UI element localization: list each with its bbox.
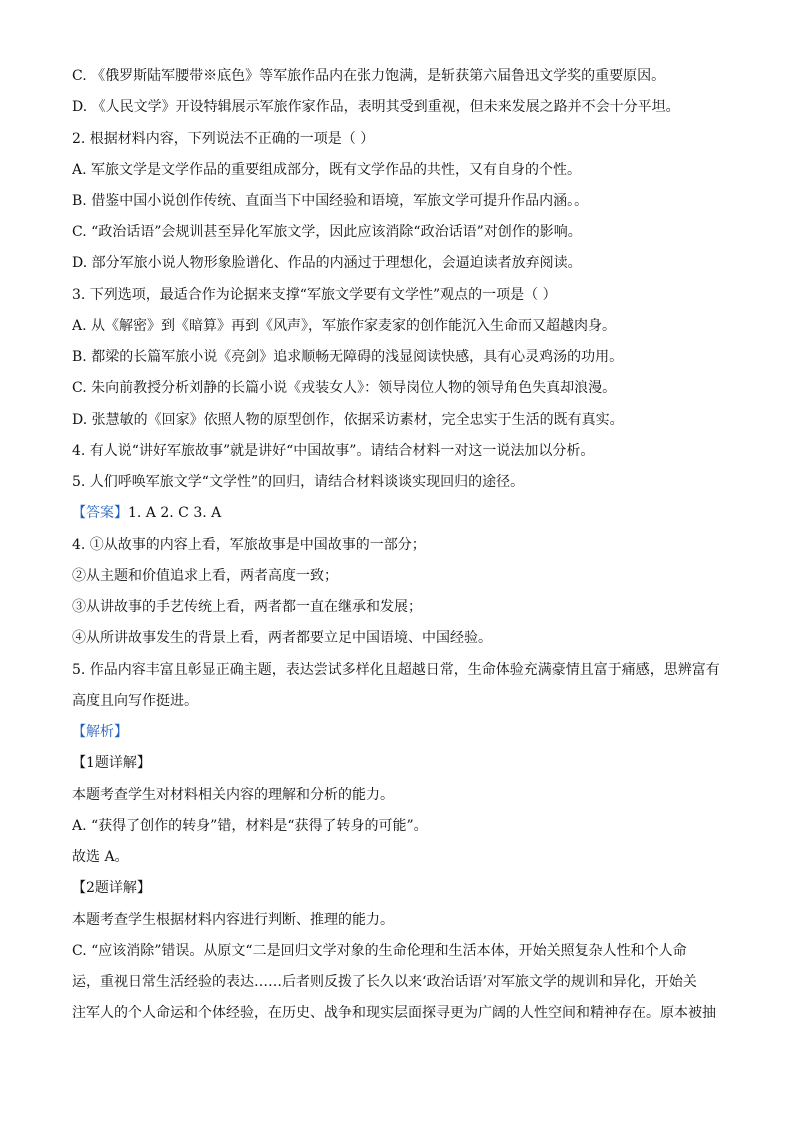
answer-4-line-3: ③从讲故事的手艺传统上看，两者都一直在继承和发展； bbox=[72, 599, 422, 615]
q1-detail-line-2: A. “获得了创作的转身”错，材料是“获得了转身的可能”。 bbox=[72, 818, 428, 834]
q2-detail-heading: 【2题详解】 bbox=[72, 880, 151, 896]
option-a-q3-line: A. 从《解密》到《暗算》再到《风声》，军旅作家麦家的创作能沉入生命而又超越肉身。 bbox=[72, 318, 617, 334]
q2-detail-line-1: 本题考查学生根据材料内容进行判断、推理的能力。 bbox=[72, 912, 394, 928]
answer-4-line-1: 4. ①从故事的内容上看，军旅故事是中国故事的一部分； bbox=[72, 537, 426, 553]
answer-tag: 【答案】 bbox=[72, 505, 128, 521]
answer-text: 1. A 2. C 3. A bbox=[128, 505, 222, 521]
option-d-q1-line: D. 《人民文学》开设特辑展示军旅作家作品，表明其受到重视，但未来发展之路并不会十分平坦。 bbox=[72, 99, 680, 115]
option-d-q3-line: D. 张慧敏的《回家》依照人物的原型创作，依据采访素材，完全忠实于生活的既有真实。 bbox=[72, 412, 624, 428]
option-b-q3-line: B. 都梁的长篇军旅小说《亮剑》追求顺畅无障碍的浅显阅读快感，具有心灵鸡汤的功用。 bbox=[72, 349, 624, 365]
question-2-stem: 2. 根据材料内容，下列说法不正确的一项是（ ） bbox=[72, 131, 375, 147]
option-c-q3-line: C. 朱向前教授分析刘静的长篇小说《戎装女人》：领导岗位人物的领导角色失真却浪漫。 bbox=[72, 380, 617, 396]
answer-5-line-1: 5. 作品内容丰富且彰显正确主题，表达尝试多样化且超越日常，生命体验充满豪情且富于痛感，思辨富有 bbox=[72, 662, 720, 678]
q2-detail-line-4: 注军人的个人命运和个体经验，在历史、战争和现实层面探寻更为广阔的人性空间和精神存在。原本被抽 bbox=[72, 1005, 716, 1021]
answer-4-line-2: ②从主题和价值追求上看，两者高度一致； bbox=[72, 568, 338, 584]
option-c-q2-line: C. “政治话语”会规训甚至异化军旅文学，因此应该消除“政治话语”对创作的影响。 bbox=[72, 224, 582, 240]
q1-detail-line-1: 本题考查学生对材料相关内容的理解和分析的能力。 bbox=[72, 787, 394, 803]
analysis-tag: 【解析】 bbox=[72, 724, 128, 740]
option-a-q2-line: A. 军旅文学是文学作品的重要组成部分，既有文学作品的共性，又有自身的个性。 bbox=[72, 162, 582, 178]
question-3-stem: 3. 下列选项，最适合作为论据来支撑“军旅文学要有文学性”观点的一项是（ ） bbox=[72, 287, 557, 303]
question-4-stem: 4. 有人说“讲好军旅故事”就是讲好“中国故事”。请结合材料一对这一说法加以分析。 bbox=[72, 443, 595, 459]
option-d-q2-line: D. 部分军旅小说人物形象脸谱化、作品的内涵过于理想化，会逼迫读者放弃阅读。 bbox=[72, 255, 582, 271]
q1-detail-heading: 【1题详解】 bbox=[72, 755, 151, 771]
q1-detail-line-3: 故选 A。 bbox=[72, 849, 129, 865]
answer-line bbox=[72, 503, 732, 523]
q2-detail-line-2: C. “应该消除”错误。从原文“二是回归文学对象的生命伦理和生活本体，开始关照复杂人性和个人命 bbox=[72, 943, 687, 959]
option-b-q2-line: B. 借鉴中国小说创作传统、直面当下中国经验和语境，军旅文学可提升作品内涵。。 bbox=[72, 193, 589, 209]
q2-detail-line-3: 运，重视日常生活经验的表达……后者则反拨了长久以来‘政治话语’对军旅文学的规训和异化，开始关 bbox=[72, 974, 697, 990]
question-5-stem: 5. 人们呼唤军旅文学“文学性”的回归，请结合材料谈谈实现回归的途径。 bbox=[72, 474, 525, 490]
answer-4-line-4: ④从所讲故事发生的背景上看，两者都要立足中国语境、中国经验。 bbox=[72, 630, 492, 646]
answer-5-line-2: 高度且向写作挺进。 bbox=[72, 693, 198, 709]
option-c-q1-line: C. 《俄罗斯陆军腰带※底色》等军旅作品内在张力饱满，是斩获第六届鲁迅文学奖的重要原因。 bbox=[72, 68, 666, 84]
